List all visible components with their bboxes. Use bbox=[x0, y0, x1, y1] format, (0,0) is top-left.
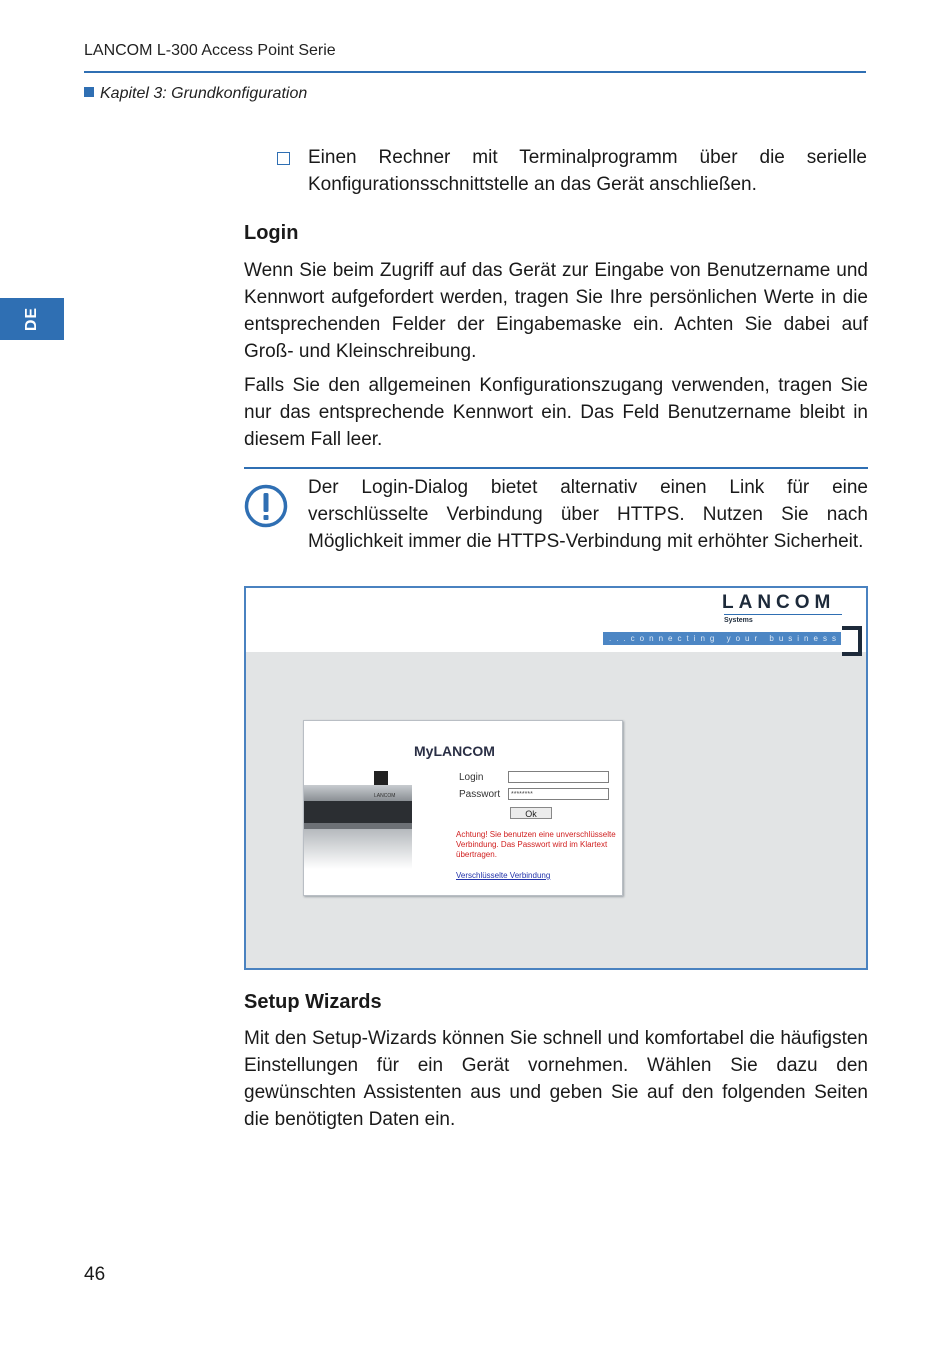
router-image bbox=[304, 771, 416, 895]
logo-subtitle: Systems bbox=[724, 617, 753, 624]
unencrypted-warning: Achtung! Sie benutzen eine unverschlüsselte Verbindung. Das Passwort wird im Klartext übertragen. bbox=[456, 830, 616, 859]
setup-wizards-paragraph: Mit den Setup-Wizards können Sie schnell und komfortabel die häufigsten Einstellungen für ein Gerät vornehmen. Wählen Sie dazu den gewünschten Assistenten aus und geben Sie auf den folgenden Seiten die benötigten Daten ein. bbox=[244, 1028, 868, 1130]
encrypted-connection-link[interactable]: Verschlüsselte Verbindung bbox=[456, 871, 551, 880]
login-paragraph-2: Falls Sie den allgemeinen Konfigurationszugang verwenden, tragen Sie nur das entsprechende Kennwort ein. Das Feld Benutzername bleibt in diesem Fall leer. bbox=[244, 375, 868, 450]
chapter-text: Kapitel 3: Grundkonfiguration bbox=[100, 85, 308, 102]
password-label: Passwort bbox=[459, 789, 501, 800]
password-input[interactable]: ******** bbox=[508, 788, 609, 800]
logo-underline bbox=[724, 614, 842, 615]
bullet-item bbox=[277, 144, 867, 198]
language-tab-label: DE bbox=[23, 306, 40, 332]
chapter-square-icon bbox=[84, 87, 94, 97]
running-header-title: LANCOM L-300 Access Point Serie bbox=[84, 42, 336, 59]
login-label: Login bbox=[459, 772, 484, 783]
ok-button[interactable]: Ok bbox=[510, 807, 552, 819]
login-paragraph-1: Wenn Sie beim Zugriff auf das Gerät zur Eingabe von Benutzername und Kennwort aufgefordert werden, tragen Sie Ihre persönlichen Werte in die entsprechenden Felder der Eingabemaske ein. Achten Sie dabei auf Groß- und Kleinschreibung. bbox=[244, 260, 868, 362]
note-text: Der Login-Dialog bietet alternativ einen Link für eine verschlüsselte Verbindung über HTTPS. Nutzen Sie nach Möglichkeit immer die HTTPS-Verbindung mit erhöhter Sicherheit. bbox=[308, 477, 868, 552]
slogan-bar: ...connecting your business bbox=[603, 632, 841, 645]
checkbox-bullet-icon bbox=[277, 152, 290, 165]
language-tab bbox=[0, 298, 64, 340]
login-input[interactable] bbox=[508, 771, 609, 783]
login-screenshot bbox=[244, 586, 868, 970]
setup-wizards-heading: Setup Wizards bbox=[244, 991, 382, 1013]
login-heading: Login bbox=[244, 222, 299, 244]
bracket-decoration bbox=[842, 626, 862, 656]
lancom-logo: LANCOM bbox=[722, 592, 836, 613]
screenshot-header bbox=[246, 588, 866, 652]
router-label: LANCOM bbox=[374, 793, 396, 799]
login-dialog bbox=[303, 720, 623, 896]
exclamation-circle-icon bbox=[244, 484, 288, 528]
page-number: 46 bbox=[84, 1264, 106, 1285]
dialog-title: MyLANCOM bbox=[414, 743, 495, 759]
header-divider bbox=[84, 71, 866, 73]
bullet-text: Einen Rechner mit Terminalprogramm über die serielle Konfigurationsschnittstelle an das Gerät anschließen. bbox=[308, 147, 867, 195]
note-divider bbox=[244, 467, 868, 469]
chapter-label bbox=[84, 85, 307, 103]
